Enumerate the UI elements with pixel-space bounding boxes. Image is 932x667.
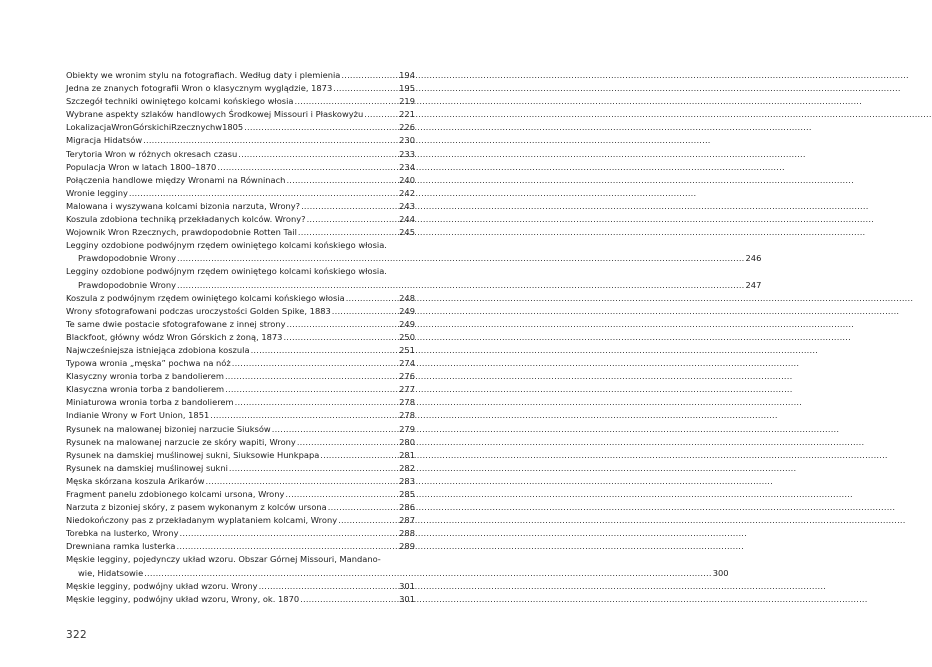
dot-leader [300,200,398,213]
toc-entry-page: 283 [399,475,415,486]
dot-leader [331,305,398,318]
toc-entry-page: 194 [399,70,415,80]
dot-leader [337,514,398,527]
toc-entry-page: 242 [399,187,415,198]
toc-entry [66,69,415,82]
toc-entry-title: Wojownik Wron Rzecznych, prawdopodobnie Rotten Tail [66,227,297,238]
toc-entry-page: 234 [399,161,415,172]
toc-entry-title: Narzuta z bizoniej skóry, z pasem wykonanym z kolców ursona [66,502,327,513]
toc-entry [66,161,415,174]
toc-entry-page: 277 [399,384,415,395]
toc-entry [66,488,415,501]
toc-entry-title: Jedna ze znanych fotografii Wron o klasycznym wyglądzie, 1873 [66,83,333,94]
toc-entry-title: Legginy ozdobione podwójnym rzędem owiniętego kolcami końskiego włosia. [66,240,387,251]
toc-entry-title: Malowana i wyszywana kolcami bizonia narzuta, Wrony? [66,200,301,211]
toc-entry-title: Klasyczny wronia torba z bandolierem [66,371,224,382]
dot-leader [179,527,399,540]
toc-entry-title: Męskie legginy, podwójny układ wzoru, Wrony, ok. 1870 [66,593,300,604]
toc-entry-title-continuation: Prawdopodobnie Wrony [78,253,177,264]
toc-entry-title: Koszula zdobiona techniką przekładanych kolców. Wrony? [66,214,306,225]
dot-leader [284,488,398,501]
dot-leader [176,252,744,265]
toc-entry [66,553,729,579]
toc-entry-page: 281 [399,449,415,460]
toc-entry-title: Blackfoot, główny wódz Wron Górskich z żoną, 1873 [66,331,283,342]
toc-entry-title: Typowa wronia „męska” pochwa na nóż [66,358,231,369]
dot-leader [282,331,398,344]
toc-entry [66,82,415,95]
dot-leader [299,593,398,606]
toc-entry-page: 246 [745,253,762,264]
toc-entry [66,527,415,540]
toc-entry [66,357,415,370]
toc-entry-title: Męskie legginy, pojedynczy układ wzoru. Obszar Górnej Missouri, Mandano- [66,554,381,565]
dot-leader [209,409,398,422]
toc-entry-page: 285 [399,489,415,499]
toc-entry-page: 279 [399,423,415,434]
dot-leader [286,318,399,331]
toc-entry [66,148,415,161]
dot-leader [285,174,398,187]
toc-entry-title: Drewniana ramka lusterka [66,541,176,552]
dot-leader [250,344,399,357]
dot-leader [237,148,398,161]
toc-entry-title: Populacja Wron w latach 1800–1870 [66,161,217,172]
toc-entry [66,265,762,291]
toc-entry-title: LokalizacjaWronGórskichiRzecznychw1805 [66,122,244,133]
dot-leader [243,121,398,134]
toc-entry [66,580,415,593]
dot-leader [142,134,398,147]
toc-entry [66,174,415,187]
dot-leader [340,69,398,82]
dot-leader [296,436,398,449]
toc-entry-page: 245 [399,227,415,238]
toc-entry-title: Najwcześniejsza istniejąca zdobiona koszula [66,344,250,355]
toc-entry [66,383,415,396]
dot-leader [363,108,398,121]
toc-entry [66,121,415,134]
toc-entry-page: 251 [399,344,415,355]
toc-entry-title: Wybrane aspekty szlaków handlowych Środkowej Missouri i Płaskowyżu [66,109,364,120]
toc-entry-title: Połączenia handlowe między Wronami na Równinach [66,174,286,185]
toc-entry-page: 250 [399,331,415,342]
toc-entry-title: Szczegół techniki owiniętego kolcami końskiego włosia [66,96,294,107]
toc-entry [66,514,415,527]
toc-entry [66,501,415,514]
toc-entry-title: Męskie legginy, podwójny układ wzoru. Wrony [66,580,258,591]
table-of-contents [66,69,762,606]
toc-entry [66,409,415,422]
toc-entry [66,108,415,121]
toc-entry [66,305,415,318]
toc-entry [66,213,415,226]
dot-leader [345,292,398,305]
dot-leader [176,540,399,553]
dot-leader [128,187,398,200]
toc-entry-page: 195 [399,83,415,94]
dot-leader [297,226,398,239]
toc-entry [66,396,415,409]
dot-leader [143,567,711,580]
dot-leader [271,423,398,436]
toc-entry-title: Wronie legginy [66,187,128,198]
dot-leader [204,475,398,488]
toc-entry [66,370,415,383]
toc-entry-title: Fragment panelu zdobionego kolcami ursona, Wrony [66,489,285,499]
toc-entry-page: 280 [399,436,415,447]
toc-entry [66,423,415,436]
dot-leader [332,82,398,95]
dot-leader [228,462,398,475]
toc-entry-title: Torebka na lusterko, Wrony [66,528,179,539]
toc-entry-page: 282 [399,462,415,473]
dot-leader [176,279,744,292]
toc-entry-page: 244 [399,214,415,225]
toc-entry-title-continuation: Prawdopodobnie Wrony [78,279,177,290]
dot-leader [216,161,398,174]
toc-entry-title: Klasyczna wronia torba z bandolierem [66,384,225,395]
toc-entry-title: Rysunek na malowanej bizoniej narzucie Siuksów [66,423,271,434]
toc-entry-title: Męska skórzana koszula Arikarów [66,475,205,486]
toc-entry-title: Rysunek na damskiej muślinowej sukni, Siuksowie Hunkpapa [66,449,320,460]
dot-leader [294,95,399,108]
toc-entry [66,449,415,462]
dot-leader [258,580,399,593]
toc-entry-page: 243 [399,200,415,211]
toc-entry-page: 219 [399,96,415,107]
toc-entry [66,95,415,108]
toc-entry-page: 248 [399,292,415,303]
toc-entry [66,436,415,449]
toc-entry-page: 230 [399,135,415,146]
toc-entry-page: 289 [399,541,415,552]
dot-leader [224,383,398,396]
toc-entry-title: Rysunek na damskiej muślinowej sukni [66,462,228,473]
dot-leader [234,396,399,409]
toc-entry [66,462,415,475]
toc-entry [66,475,415,488]
toc-entry-page: 274 [399,358,415,369]
toc-entry [66,200,415,213]
dot-leader [319,449,398,462]
toc-entry-title: Terytoria Wron w różnych okresach czasu [66,148,238,159]
dot-leader [306,213,399,226]
toc-entry [66,540,415,553]
toc-entry-title: Te same dwie postacie sfotografowane z innej strony [66,318,286,329]
toc-entry-page: 249 [399,318,415,329]
toc-entry-title: Migracja Hidatsów [66,135,143,146]
toc-entry-page: 278 [399,397,415,408]
toc-entry [66,318,415,331]
toc-entry-page: 301 [399,593,415,604]
toc-entry-page: 221 [399,109,415,120]
toc-entry-title: Koszula z podwójnym rzędem owiniętego kolcami końskiego włosia [66,292,345,303]
toc-entry-page: 276 [399,371,415,382]
toc-entry [66,292,415,305]
toc-entry [66,239,762,265]
toc-entry-title: Indianie Wrony w Fort Union, 1851 [66,410,210,421]
dot-leader [327,501,398,514]
toc-entry-page: 226 [399,122,415,133]
toc-entry-page: 300 [712,567,729,578]
dot-leader [231,357,398,370]
toc-entry-page: 233 [399,148,415,159]
toc-entry-title: Legginy ozdobione podwójnym rzędem owiniętego kolcami końskiego włosia. [66,266,387,277]
toc-entry-title: Wrony sfotografowani podczas uroczystości Golden Spike, 1883 [66,305,331,316]
toc-entry-page: 287 [399,515,415,526]
toc-entry [66,226,415,239]
page-number: 322 [66,629,87,641]
toc-entry-title: Rysunek na malowanej narzucie ze skóry wapiti, Wrony [66,436,296,447]
toc-entry [66,134,415,147]
toc-entry-title: Obiekty we wronim stylu na fotografiach. Według daty i plemienia [66,70,341,80]
toc-entry-title: Niedokończony pas z przekładanym wyplataniem kolcami, Wrony [66,515,338,526]
toc-entry-page: 286 [399,502,415,513]
toc-entry-page: 247 [745,279,762,290]
toc-entry [66,344,415,357]
toc-entry-page: 240 [399,174,415,185]
toc-entry-title: Miniaturowa wronia torba z bandolierem [66,397,234,408]
toc-entry [66,593,415,606]
toc-entry-title-continuation: wie, Hidatsowie [78,567,144,578]
dot-leader [224,370,398,383]
toc-entry-page: 288 [399,528,415,539]
toc-entry-page: 301 [399,580,415,591]
toc-entry [66,331,415,344]
toc-entry-page: 278 [399,410,415,421]
toc-entry [66,187,415,200]
toc-entry-page: 249 [399,305,415,316]
